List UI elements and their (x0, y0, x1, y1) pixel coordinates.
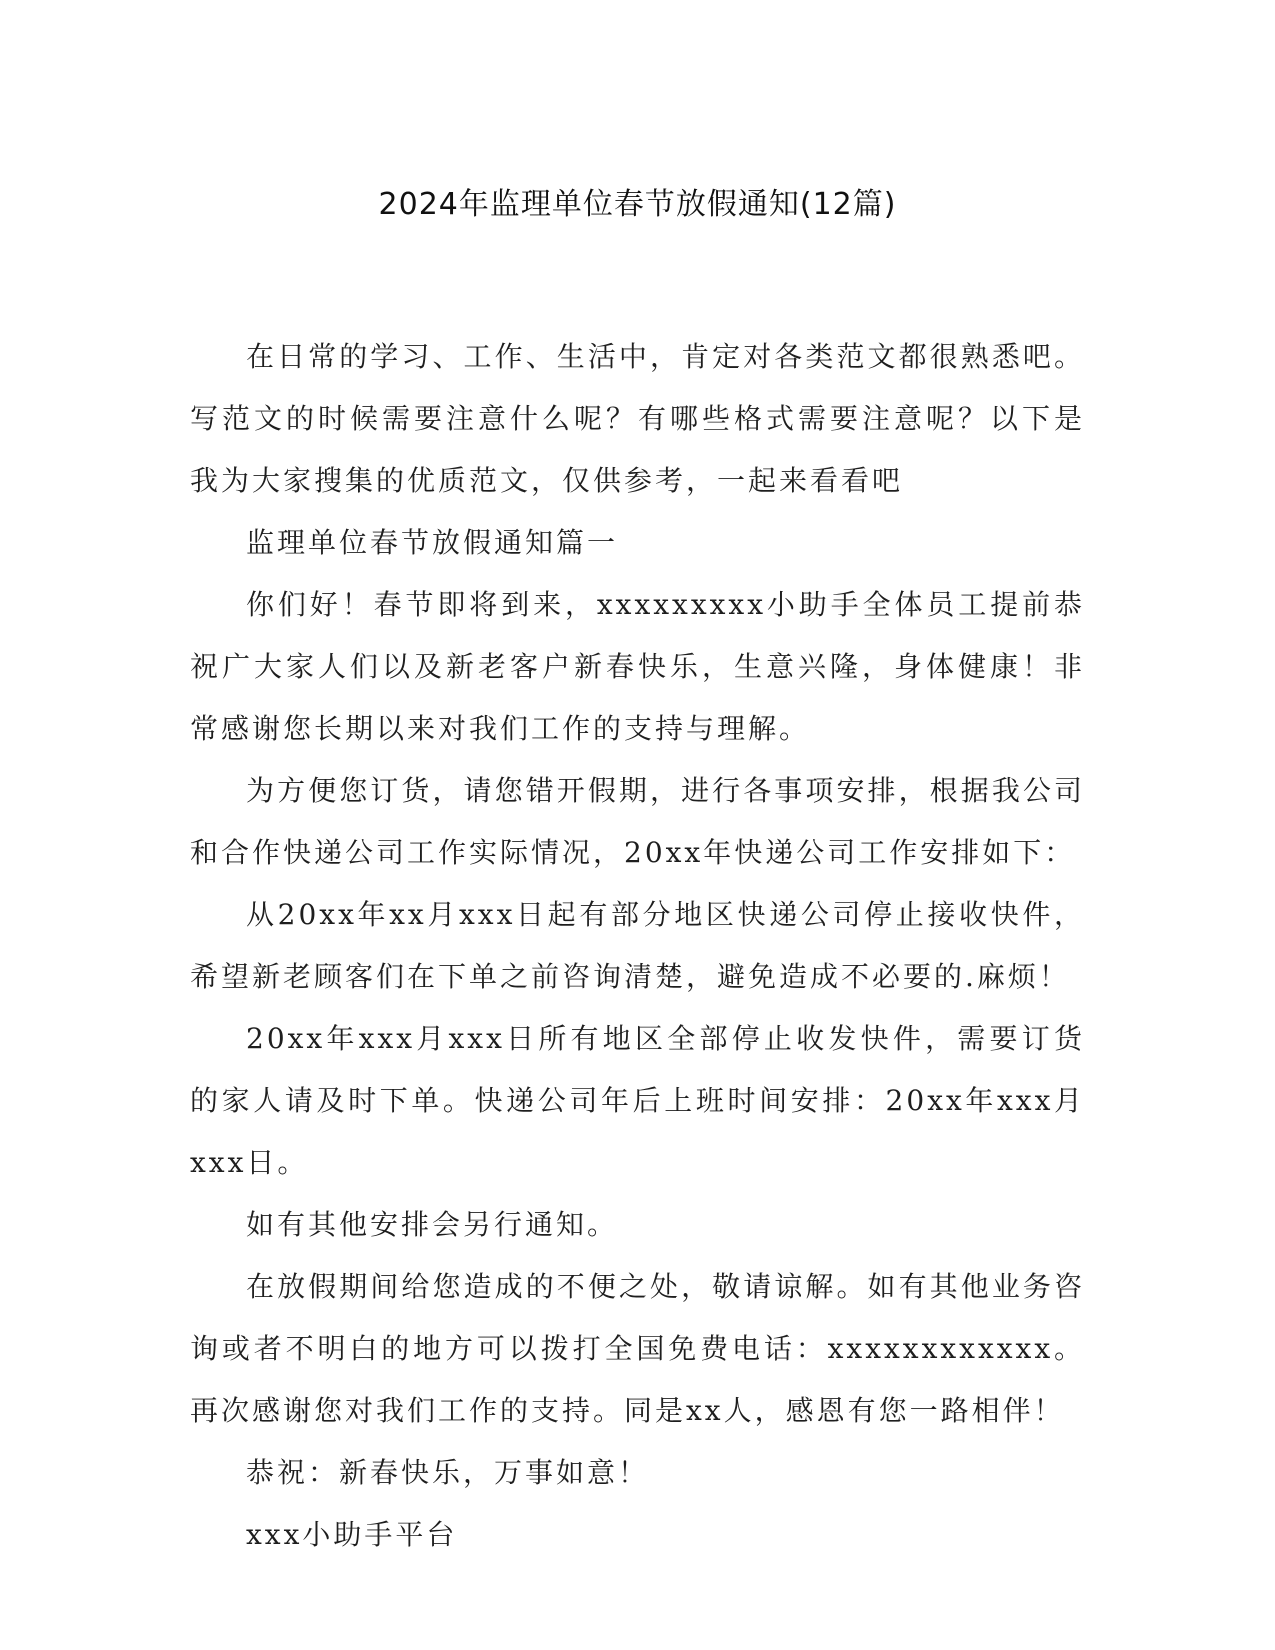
other-notice-paragraph: 如有其他安排会另行通知。 (246, 1208, 619, 1241)
document-title: 2024年监理单位春节放假通知(12篇) (378, 187, 897, 222)
section-heading: 监理单位春节放假通知篇一 (246, 526, 619, 559)
document-body (190, 326, 1085, 1566)
signature-line: xxx小助手平台 (246, 1518, 458, 1551)
wishes-paragraph: 恭祝：新春快乐，万事如意！ (246, 1456, 650, 1489)
arrangement-paragraph: 为方便您订货，请您错开假期，进行各事项安排，根据我公司和合作快递公司工作实际情况，20xx年快递公司工作安排如下： (190, 774, 1085, 869)
intro-paragraph: 在日常的学习、工作、生活中，肯定对各类范文都很熟悉吧。写范文的时候需要注意什么呢？有哪些格式需要注意呢？以下是我为大家搜集的优质范文，仅供参考，一起来看看吧 (190, 340, 1085, 497)
stop-receiving-paragraph: 从20xx年xx月xxx日起有部分地区快递公司停止接收快件，希望新老顾客们在下单之前咨询清楚，避免造成不必要的.麻烦！ (190, 898, 1085, 993)
greeting-paragraph: 你们好！春节即将到来，xxxxxxxxx小助手全体员工提前恭祝广大家人们以及新老客户新春快乐，生意兴隆，身体健康！非常感谢您长期以来对我们工作的支持与理解。 (190, 588, 1085, 745)
stop-all-paragraph: 20xx年xxx月xxx日所有地区全部停止收发快件，需要订货的家人请及时下单。快递公司年后上班时间安排：20xx年xxx月xxx日。 (190, 1022, 1085, 1179)
apology-paragraph: 在放假期间给您造成的不便之处，敬请谅解。如有其他业务咨询或者不明白的地方可以拨打全国免费电话：xxxxxxxxxxxx。再次感谢您对我们工作的支持。同是xx人，感恩有您一路相伴！ (190, 1270, 1085, 1427)
